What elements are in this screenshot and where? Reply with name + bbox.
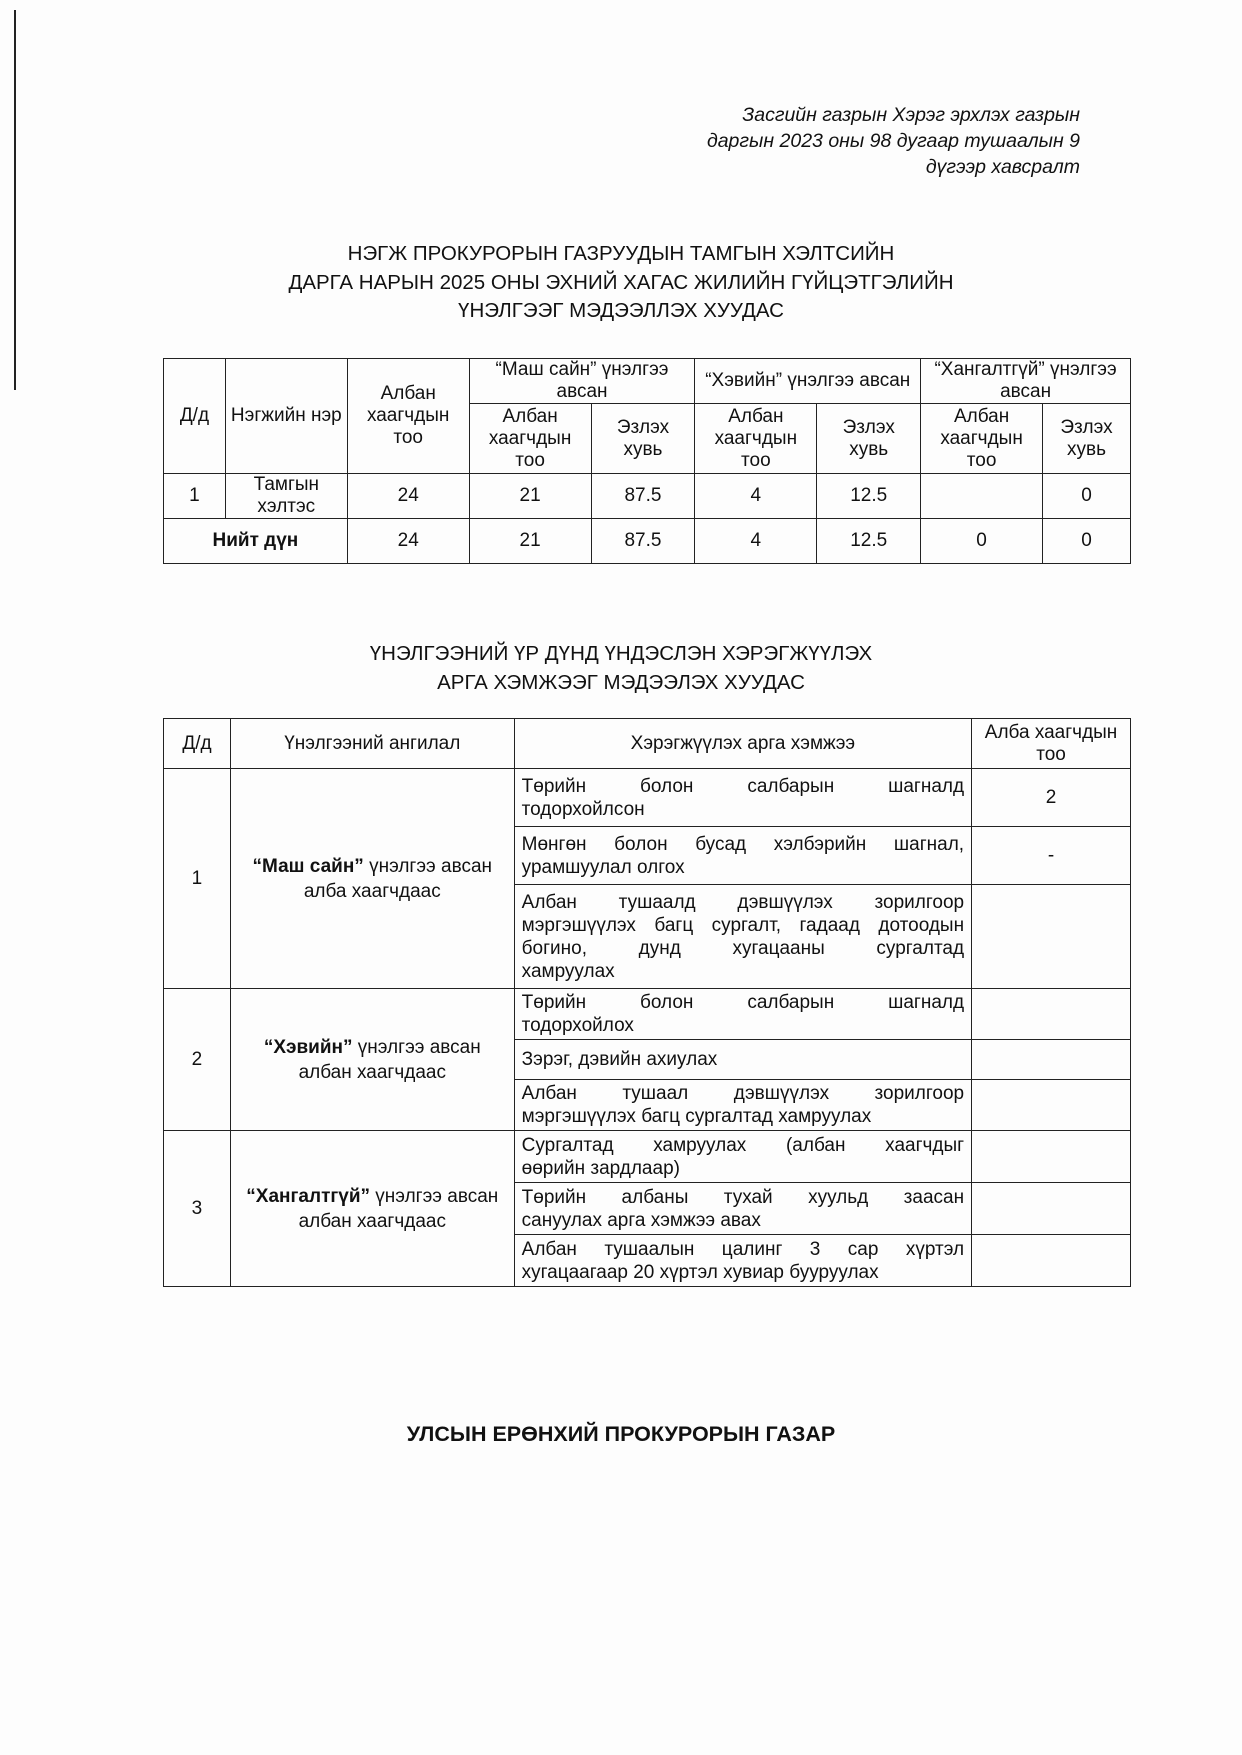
annex-line: даргын 2023 оны 98 дугаар тушаалын 9 bbox=[706, 130, 1080, 152]
measure-count bbox=[972, 1080, 1131, 1131]
title-line: ҮНЭЛГЭЭГ МЭДЭЭЛЛЭХ ХУУДАС bbox=[458, 299, 784, 322]
total-staff: 24 bbox=[347, 519, 469, 564]
group-num: 1 bbox=[164, 769, 231, 989]
category-text: үнэлгээ авсан албан хаагчдаас bbox=[298, 1185, 499, 1232]
table-row bbox=[164, 989, 1131, 1040]
measure-text-last: өөрийн зардлаар) bbox=[521, 1157, 680, 1179]
title-line: НЭГЖ ПРОКУРОРЫН ГАЗРУУДЫН ТАМГЫН ХЭЛТСИЙН bbox=[347, 242, 895, 265]
total-insufficient-count: 0 bbox=[921, 519, 1043, 564]
measure-text: Албан тушаалын цалинг 3 сар хүртэл bbox=[521, 1238, 965, 1260]
header-staff: Албан хаагчдын тоо bbox=[347, 359, 469, 474]
header-unit: Нэгжийн нэр bbox=[225, 359, 347, 474]
annex-line: дүгээр хавсралт bbox=[925, 156, 1080, 178]
organization-name: УЛСЫН ЕРӨНХИЙ ПРОКУРОРЫН ГАЗАР bbox=[406, 1422, 836, 1446]
group-num: 2 bbox=[164, 989, 231, 1131]
measure-text-last: тодорхойлсон bbox=[521, 798, 645, 820]
category-normal bbox=[230, 989, 514, 1131]
category-bold: “Хэвийн” bbox=[263, 1036, 353, 1058]
measure-text-last: урамшуулал олгох bbox=[521, 856, 685, 878]
header-insufficient: “Хангалтгүй” үнэлгээ авсан bbox=[921, 359, 1131, 404]
measure-cell bbox=[514, 885, 971, 989]
measure-count bbox=[972, 989, 1131, 1040]
measure-cell bbox=[514, 769, 971, 827]
total-label: Нийт дүн bbox=[164, 519, 348, 564]
measure-count: 2 bbox=[972, 769, 1131, 827]
category-insufficient bbox=[230, 1131, 514, 1287]
header-num: Д/д bbox=[164, 359, 226, 474]
header-measure: Хэрэгжүүлэх арга хэмжээ bbox=[514, 719, 971, 769]
measure-count bbox=[972, 1183, 1131, 1235]
measure-cell bbox=[514, 1040, 971, 1080]
total-row bbox=[164, 519, 1131, 564]
evaluation-sheet-title bbox=[0, 240, 1242, 326]
measure-cell bbox=[514, 989, 971, 1040]
measure-cell bbox=[514, 1183, 971, 1235]
header-excellent: “Маш сайн” үнэлгээ авсан bbox=[469, 359, 695, 404]
header-share: Эзлэх хувь bbox=[817, 404, 921, 474]
measure-text-last: мэргэшүүлэх багц сургалтад хамруулах bbox=[521, 1106, 872, 1127]
measure-cell bbox=[514, 1080, 971, 1131]
measure-text: Сургалтад хамруулах (албан хаагчдыг bbox=[521, 1134, 965, 1156]
measure-text-last: сануулах арга хэмжээ авах bbox=[521, 1209, 761, 1231]
header-count: Албан хаагчдын тоо bbox=[695, 404, 817, 474]
header-count: Албан хаагчдын тоо bbox=[921, 404, 1043, 474]
measure-text-last: тодорхойлох bbox=[521, 1015, 634, 1036]
measure-text: Төрийн болон салбарын шагналд bbox=[521, 775, 965, 797]
measure-count bbox=[972, 1235, 1131, 1287]
measure-text: Төрийн болон салбарын шагналд bbox=[521, 992, 965, 1013]
cell-unit: Тамгын хэлтэс bbox=[225, 474, 347, 519]
category-bold: “Маш сайн” bbox=[252, 855, 364, 877]
cell-excellent-count: 21 bbox=[469, 474, 591, 519]
category-bold: “Хангалтгүй” bbox=[246, 1185, 371, 1207]
measure-cell bbox=[514, 1235, 971, 1287]
cell-insufficient-share: 0 bbox=[1043, 474, 1131, 519]
measures-table bbox=[163, 718, 1131, 1287]
measure-text: Албан тушаал дэвшүүлэх зорилгоор bbox=[521, 1083, 965, 1104]
header-category: Үнэлгээний ангилал bbox=[230, 719, 514, 769]
title-line: ҮНЭЛГЭЭНИЙ ҮР ДҮНД ҮНДЭСЛЭН ХЭРЭГЖҮҮЛЭХ bbox=[369, 642, 873, 665]
scan-edge-line bbox=[14, 10, 16, 390]
evaluation-table bbox=[163, 358, 1131, 564]
measure-text: Албан тушаалд дэвшүүлэх зорилгоор мэргэшүүлэх багц сургалт, гадаад дотоодын богино, дунд хугацааны сургалтад bbox=[521, 891, 965, 959]
measure-count bbox=[972, 1131, 1131, 1183]
total-normal-share: 12.5 bbox=[817, 519, 921, 564]
measure-text: Төрийн албаны тухай хуульд заасан bbox=[521, 1186, 965, 1208]
total-insufficient-share: 0 bbox=[1043, 519, 1131, 564]
measure-text-last: хугацаагаар 20 хүртэл хувиар бууруулах bbox=[521, 1261, 879, 1283]
annex-line: Засгийн газрын Хэрэг эрхлэх газрын bbox=[742, 104, 1080, 126]
category-excellent bbox=[230, 769, 514, 989]
measure-count: - bbox=[972, 827, 1131, 885]
measure-count bbox=[972, 1040, 1131, 1080]
measure-text-last: Зэрэг, дэвийн ахиулах bbox=[521, 1049, 718, 1070]
measure-text-last: хамруулах bbox=[521, 960, 615, 982]
total-excellent-count: 21 bbox=[469, 519, 591, 564]
header-normal: “Хэвийн” үнэлгээ авсан bbox=[695, 359, 921, 404]
cell-staff: 24 bbox=[347, 474, 469, 519]
header-share: Эзлэх хувь bbox=[1043, 404, 1131, 474]
category-text: үнэлгээ авсан албан хаагчдаас bbox=[298, 1036, 481, 1083]
measures-sheet-title bbox=[0, 640, 1242, 697]
table-row bbox=[164, 1131, 1131, 1183]
header-count: Албан хаагчдын тоо bbox=[469, 404, 591, 474]
cell-insufficient-count bbox=[921, 474, 1043, 519]
cell-num: 1 bbox=[164, 474, 226, 519]
group-num: 3 bbox=[164, 1131, 231, 1287]
table-row bbox=[164, 769, 1131, 827]
category-text: үнэлгээ авсан алба хаагчдаас bbox=[303, 855, 493, 902]
table-row bbox=[164, 474, 1131, 519]
total-excellent-share: 87.5 bbox=[591, 519, 695, 564]
total-normal-count: 4 bbox=[695, 519, 817, 564]
header-num: Д/д bbox=[164, 719, 231, 769]
cell-normal-share: 12.5 bbox=[817, 474, 921, 519]
cell-normal-count: 4 bbox=[695, 474, 817, 519]
header-count: Алба хаагчдын тоо bbox=[972, 719, 1131, 769]
measure-cell bbox=[514, 1131, 971, 1183]
measure-cell bbox=[514, 827, 971, 885]
header-share: Эзлэх хувь bbox=[591, 404, 695, 474]
cell-excellent-share: 87.5 bbox=[591, 474, 695, 519]
title-line: АРГА ХЭМЖЭЭГ МЭДЭЭЛЭХ ХУУДАС bbox=[437, 670, 805, 694]
measure-count bbox=[972, 885, 1131, 989]
title-line: ДАРГА НАРЫН 2025 ОНЫ ЭХНИЙ ХАГАС ЖИЛИЙН ГҮЙЦЭТГЭЛИЙН bbox=[288, 270, 954, 294]
measure-text: Мөнгөн болон бусад хэлбэрийн шагнал, bbox=[521, 833, 965, 855]
annex-note bbox=[707, 102, 1080, 180]
